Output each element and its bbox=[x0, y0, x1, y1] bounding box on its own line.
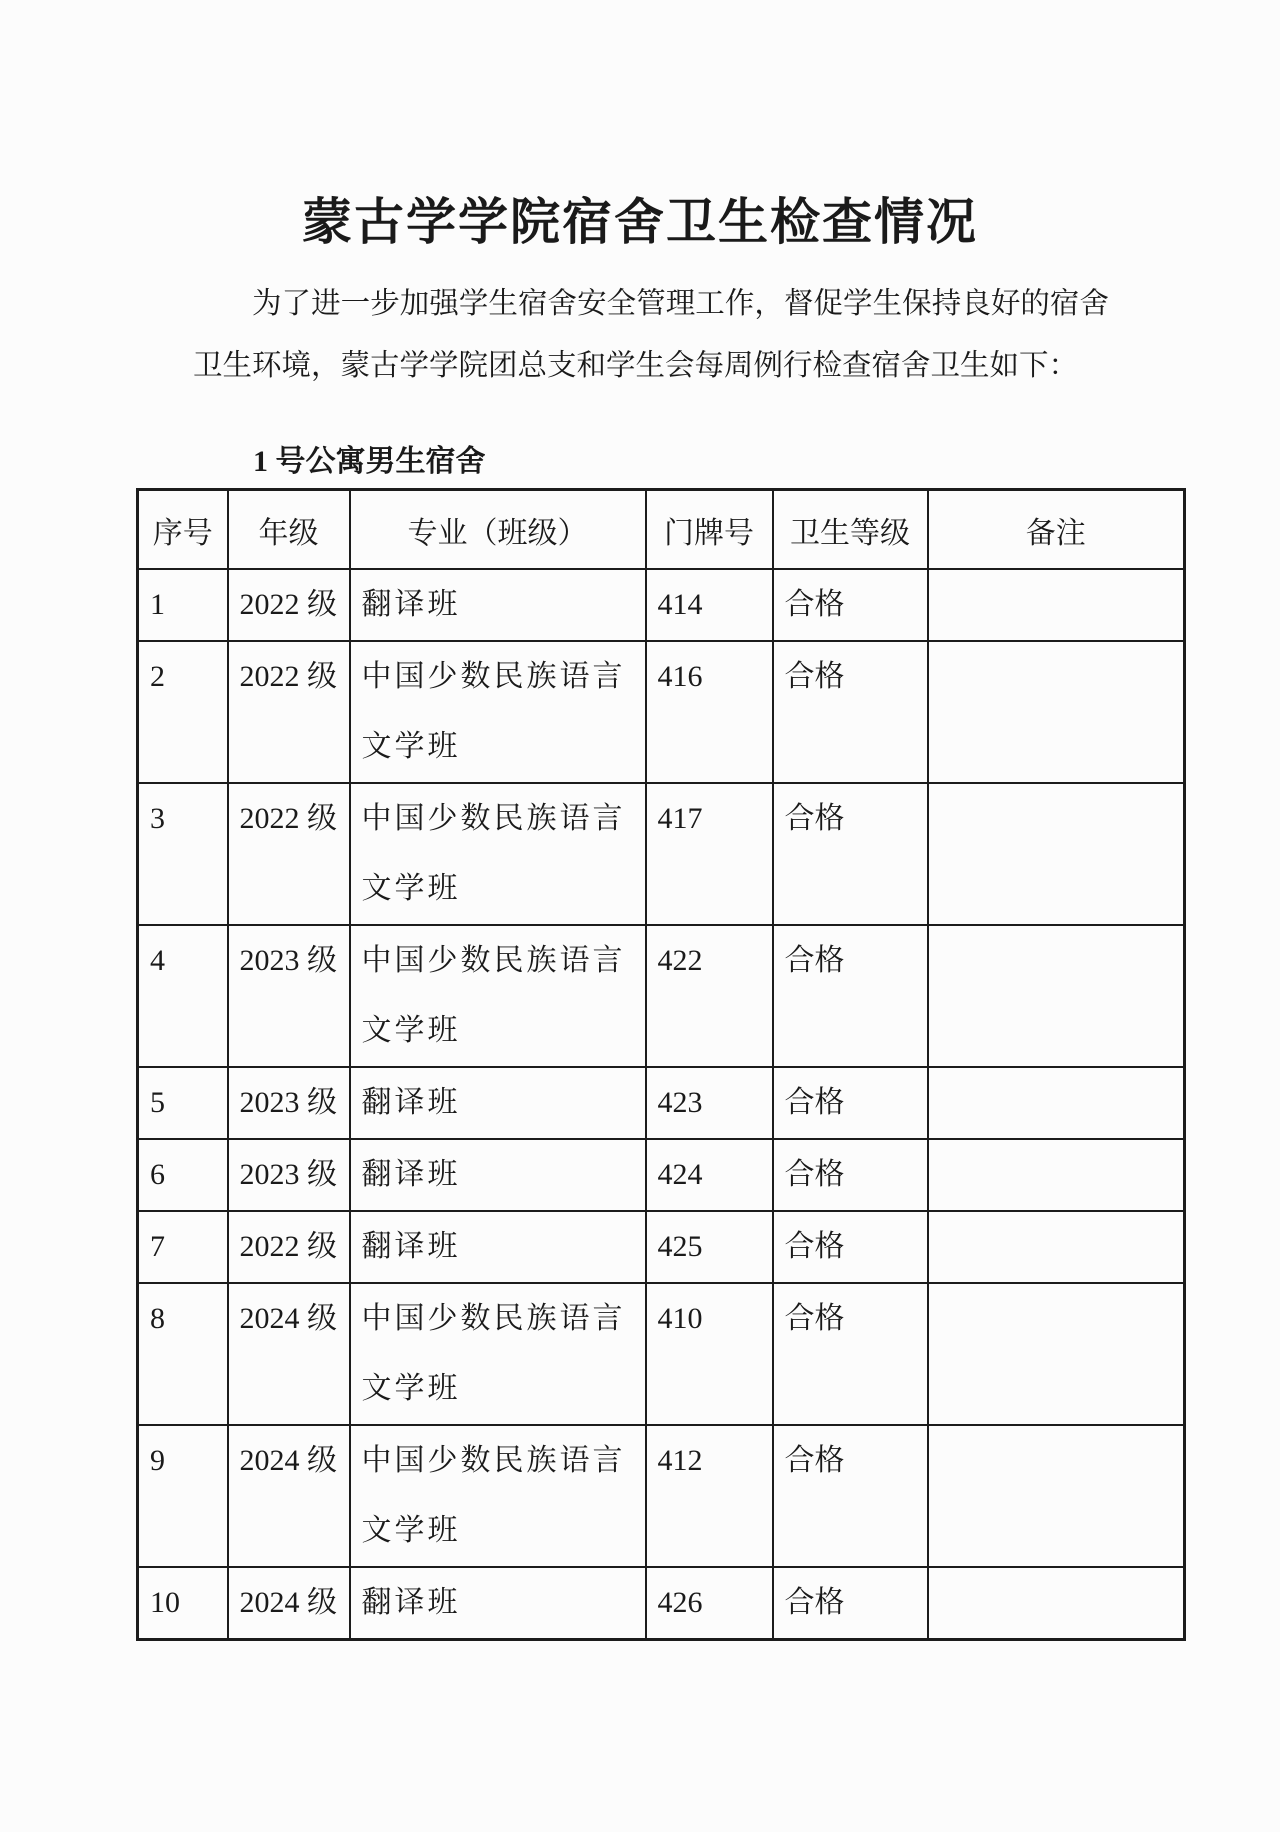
table-row bbox=[138, 1139, 1185, 1211]
cell-remark bbox=[928, 1567, 1185, 1640]
cell-major: 中国少数民族语言文学班 bbox=[350, 783, 646, 925]
cell-remark bbox=[928, 783, 1185, 925]
cell-room: 426 bbox=[646, 1567, 773, 1640]
cell-room: 423 bbox=[646, 1067, 773, 1139]
cell-no: 1 bbox=[138, 569, 228, 641]
cell-rating: 合格 bbox=[773, 1567, 928, 1640]
cell-grade: 2022 级 bbox=[228, 1211, 350, 1283]
cell-major: 翻译班 bbox=[350, 1567, 646, 1640]
cell-no: 5 bbox=[138, 1067, 228, 1139]
table-row bbox=[138, 569, 1185, 641]
cell-rating: 合格 bbox=[773, 1283, 928, 1425]
header-no: 序号 bbox=[138, 490, 228, 570]
cell-remark bbox=[928, 1425, 1185, 1567]
cell-remark bbox=[928, 1211, 1185, 1283]
cell-remark bbox=[928, 925, 1185, 1067]
intro-paragraph: 为了进一步加强学生宿舍安全管理工作，督促学生保持良好的宿舍卫生环境，蒙古学学院团总支和学生会每周例行检查宿舍卫生如下： bbox=[193, 287, 1109, 382]
cell-rating: 合格 bbox=[773, 1425, 928, 1567]
cell-major: 翻译班 bbox=[350, 1067, 646, 1139]
cell-major: 翻译班 bbox=[350, 1211, 646, 1283]
cell-major: 中国少数民族语言文学班 bbox=[350, 1425, 646, 1567]
cell-no: 8 bbox=[138, 1283, 228, 1425]
table-row bbox=[138, 1211, 1185, 1283]
cell-major: 中国少数民族语言文学班 bbox=[350, 641, 646, 783]
table-row bbox=[138, 1567, 1185, 1640]
cell-no: 3 bbox=[138, 783, 228, 925]
cell-remark bbox=[928, 1283, 1185, 1425]
cell-rating: 合格 bbox=[773, 783, 928, 925]
table-row bbox=[138, 1067, 1185, 1139]
header-room: 门牌号 bbox=[646, 490, 773, 570]
cell-major: 翻译班 bbox=[350, 569, 646, 641]
cell-room: 424 bbox=[646, 1139, 773, 1211]
cell-grade: 2024 级 bbox=[228, 1283, 350, 1425]
cell-no: 6 bbox=[138, 1139, 228, 1211]
cell-room: 422 bbox=[646, 925, 773, 1067]
header-major: 专业（班级） bbox=[350, 490, 646, 570]
table-header-row bbox=[138, 490, 1185, 570]
cell-no: 10 bbox=[138, 1567, 228, 1640]
cell-no: 2 bbox=[138, 641, 228, 783]
cell-remark bbox=[928, 1139, 1185, 1211]
cell-grade: 2022 级 bbox=[228, 641, 350, 783]
cell-grade: 2023 级 bbox=[228, 1067, 350, 1139]
header-remark: 备注 bbox=[928, 490, 1185, 570]
cell-no: 7 bbox=[138, 1211, 228, 1283]
cell-room: 425 bbox=[646, 1211, 773, 1283]
cell-room: 414 bbox=[646, 569, 773, 641]
cell-room: 412 bbox=[646, 1425, 773, 1567]
cell-remark bbox=[928, 641, 1185, 783]
cell-grade: 2024 级 bbox=[228, 1425, 350, 1567]
cell-room: 410 bbox=[646, 1283, 773, 1425]
cell-rating: 合格 bbox=[773, 1139, 928, 1211]
cell-remark bbox=[928, 569, 1185, 641]
cell-grade: 2022 级 bbox=[228, 783, 350, 925]
cell-no: 9 bbox=[138, 1425, 228, 1567]
cell-rating: 合格 bbox=[773, 1211, 928, 1283]
cell-major: 翻译班 bbox=[350, 1139, 646, 1211]
table-row bbox=[138, 641, 1185, 783]
header-rating: 卫生等级 bbox=[773, 490, 928, 570]
table-row bbox=[138, 1283, 1185, 1425]
cell-rating: 合格 bbox=[773, 925, 928, 1067]
table-row bbox=[138, 925, 1185, 1067]
document-title: 蒙古学学院宿舍卫生检查情况 bbox=[302, 193, 978, 250]
inspection-table bbox=[136, 488, 1186, 1641]
cell-rating: 合格 bbox=[773, 641, 928, 783]
section-heading: 1 号公寓男生宿舍 bbox=[253, 445, 486, 478]
cell-rating: 合格 bbox=[773, 1067, 928, 1139]
cell-grade: 2024 级 bbox=[228, 1567, 350, 1640]
cell-major: 中国少数民族语言文学班 bbox=[350, 1283, 646, 1425]
cell-rating: 合格 bbox=[773, 569, 928, 641]
cell-grade: 2022 级 bbox=[228, 569, 350, 641]
cell-no: 4 bbox=[138, 925, 228, 1067]
cell-grade: 2023 级 bbox=[228, 925, 350, 1067]
table-row bbox=[138, 783, 1185, 925]
cell-remark bbox=[928, 1067, 1185, 1139]
cell-grade: 2023 级 bbox=[228, 1139, 350, 1211]
table-row bbox=[138, 1425, 1185, 1567]
cell-room: 416 bbox=[646, 641, 773, 783]
cell-major: 中国少数民族语言文学班 bbox=[350, 925, 646, 1067]
cell-room: 417 bbox=[646, 783, 773, 925]
header-grade: 年级 bbox=[228, 490, 350, 570]
